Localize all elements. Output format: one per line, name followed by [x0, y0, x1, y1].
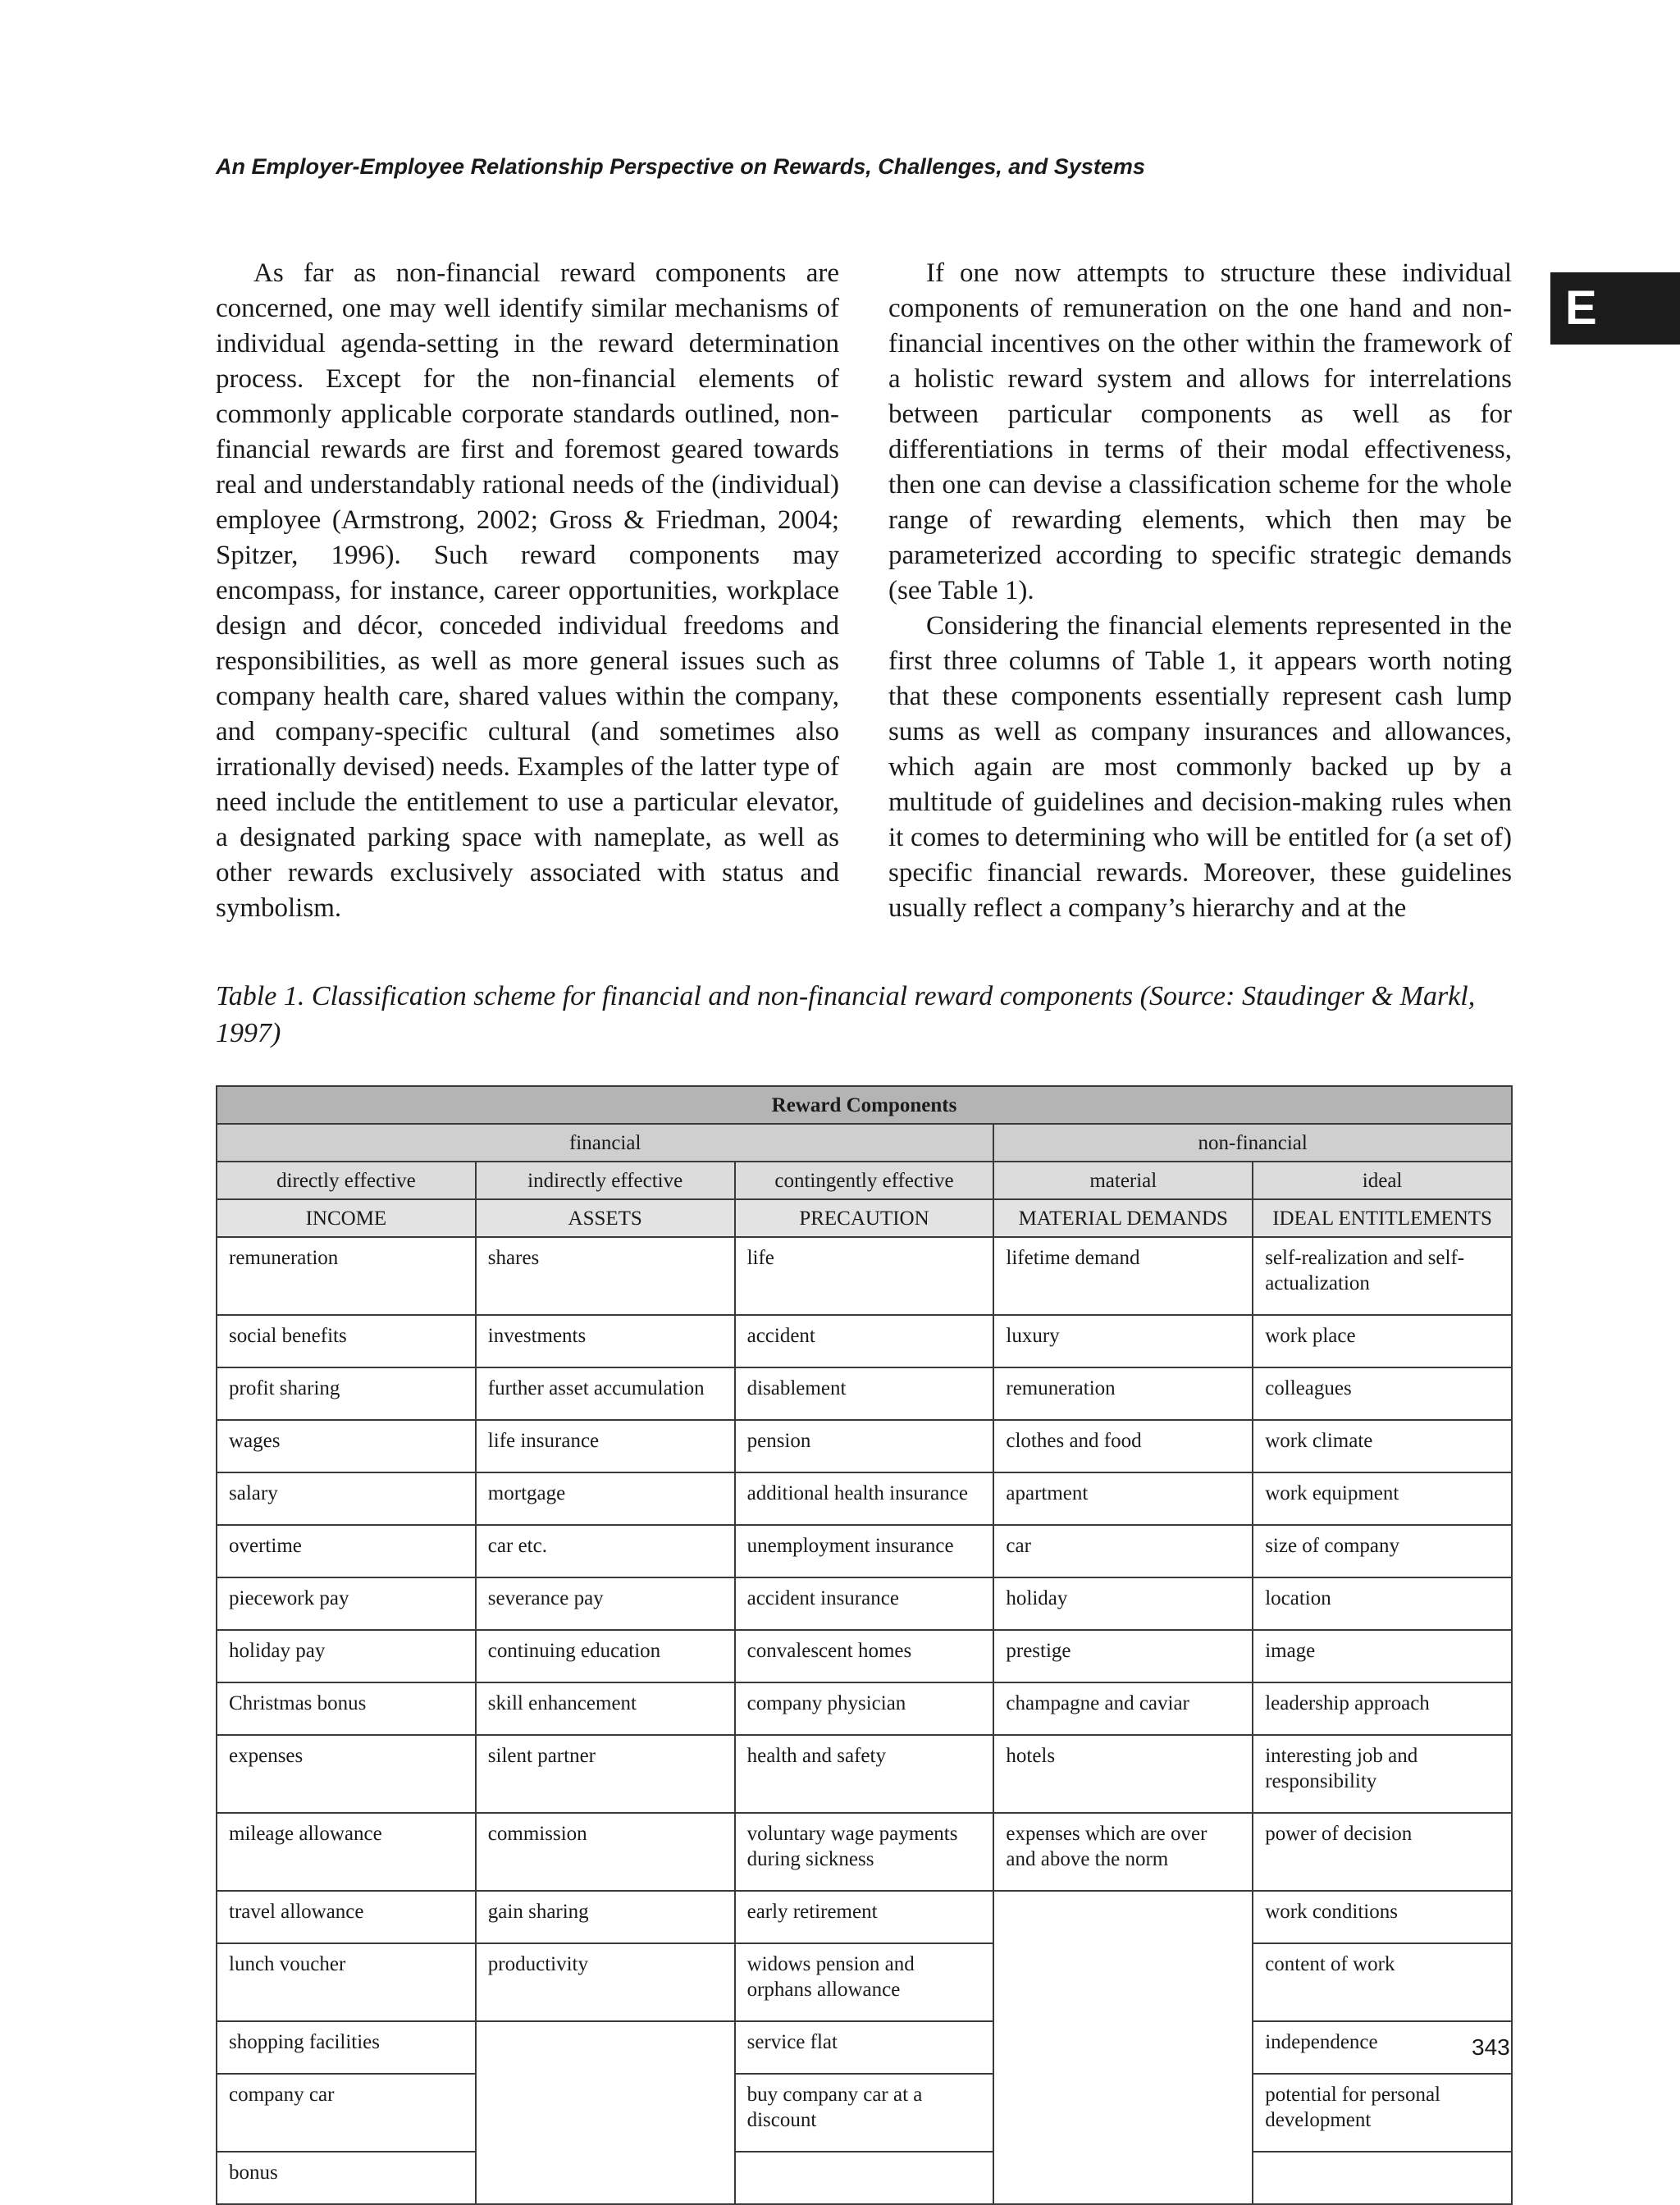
- subheader-cell: directly effective: [217, 1162, 476, 1199]
- table-cell: lunch voucher: [217, 1943, 476, 2021]
- group-header-non-financial: non-financial: [993, 1124, 1512, 1162]
- table-cell: health and safety: [735, 1735, 994, 1813]
- table-cell: further asset accumulation: [476, 1367, 735, 1420]
- table-cell: car etc.: [476, 1525, 735, 1577]
- table-row: [217, 1420, 1512, 1472]
- table-cell: wages: [217, 1420, 476, 1472]
- category-header-cell: ASSETS: [476, 1199, 735, 1237]
- section-tab-letter: E: [1550, 272, 1680, 345]
- table-cell: gain sharing: [476, 1891, 735, 1943]
- table-cell: social benefits: [217, 1315, 476, 1367]
- table-cell: accident: [735, 1315, 994, 1367]
- subheader-cell: material: [993, 1162, 1253, 1199]
- table-cell: disablement: [735, 1367, 994, 1420]
- category-header-cell: INCOME: [217, 1199, 476, 1237]
- category-header-cell: MATERIAL DEMANDS: [993, 1199, 1253, 1237]
- table-caption: Table 1. Classification scheme for financial and non-financial reward components (Source: Staudinger & Markl, 1997): [216, 981, 1476, 1048]
- table-row: [217, 1735, 1512, 1813]
- table-cell: work conditions: [1253, 1891, 1512, 1943]
- table-cell: skill enhancement: [476, 1682, 735, 1735]
- table-row: [217, 1367, 1512, 1420]
- table-cell: clothes and food: [993, 1420, 1253, 1472]
- table-cell: mortgage: [476, 1472, 735, 1525]
- table-cell: company car: [217, 2074, 476, 2152]
- table-cell: commission: [476, 1813, 735, 1891]
- left-column: [216, 256, 839, 926]
- table-cell: travel allowance: [217, 1891, 476, 1943]
- table-row: [217, 1237, 1512, 1315]
- table-cell: company physician: [735, 1682, 994, 1735]
- table-row: [217, 2021, 1512, 2074]
- table-cell: expenses which are over and above the norm: [993, 1813, 1253, 1891]
- table-cell: hotels: [993, 1735, 1253, 1813]
- table-cell: holiday pay: [217, 1630, 476, 1682]
- table-cell: productivity: [476, 1943, 735, 2021]
- reward-components-table: [216, 1085, 1513, 2205]
- subheader-cell: indirectly effective: [476, 1162, 735, 1199]
- table-cell: piecework pay: [217, 1577, 476, 1630]
- table-cell: buy company car at a discount: [735, 2074, 994, 2152]
- table-cell: work climate: [1253, 1420, 1512, 1472]
- subheader-cell: ideal: [1253, 1162, 1512, 1199]
- table-cell: remuneration: [993, 1367, 1253, 1420]
- table-cell: power of decision: [1253, 1813, 1512, 1891]
- left-paragraph-1: As far as non-financial reward components are concerned, one may well identify similar mechanisms of individual agenda-setting in the reward determination process. Except for the non-financial elements of commonly applicable corporate standards outlined, non-financial rewards are first and foremost geared towards real and understandably rational needs of the (individual) employee (Armstrong, 2002; Gross & Friedman, 2004; Spitzer, 1996). Such reward components may encompass, for instance, career opportunities, workplace design and décor, conceded individual freedoms and responsibilities, as well as more general issues such as company health care, shared values within the company, and company-specific cultural (and sometimes also irrationally devised) needs. Examples of the latter type of need include the entitlement to use a particular elevator, a designated parking space with nameplate, as well as other rewards exclusively associated with status and symbolism.: [216, 258, 839, 923]
- table-row: [217, 1630, 1512, 1682]
- table-cell: shopping facilities: [217, 2021, 476, 2074]
- table-cell: independence: [1253, 2021, 1512, 2074]
- table-cell: size of company: [1253, 1525, 1512, 1577]
- table-cell: car: [993, 1525, 1253, 1577]
- table-cell: Christmas bonus: [217, 1682, 476, 1735]
- table-cell: service flat: [735, 2021, 994, 2074]
- table-cell: leadership approach: [1253, 1682, 1512, 1735]
- table-cell: life: [735, 1237, 994, 1315]
- table-cell: voluntary wage payments during sickness: [735, 1813, 994, 1891]
- table-cell: overtime: [217, 1525, 476, 1577]
- table-cell: life insurance: [476, 1420, 735, 1472]
- table-cell: content of work: [1253, 1943, 1512, 2021]
- table-cell: colleagues: [1253, 1367, 1512, 1420]
- table-cell: work equipment: [1253, 1472, 1512, 1525]
- group-header-financial: financial: [217, 1124, 993, 1162]
- table-cell: expenses: [217, 1735, 476, 1813]
- table-row: [217, 1472, 1512, 1525]
- table-cell: location: [1253, 1577, 1512, 1630]
- table-row: [217, 1682, 1512, 1735]
- table-cell: work place: [1253, 1315, 1512, 1367]
- category-header-cell: IDEAL ENTITLEMENTS: [1253, 1199, 1512, 1237]
- right-paragraph-2: Considering the financial elements represented in the first three columns of Table 1, it appears worth noting that these components essentially represent cash lump sums as well as company insurances and allowances, which again are most commonly backed up by a multitude of guidelines and decision-making rules when it comes to determining who will be entitled for (a set of) specific financial rewards. Moreover, these guidelines usually reflect a company’s hierarchy and at the: [888, 611, 1512, 923]
- table-cell: [993, 1891, 1253, 2204]
- table-cell: widows pension and orphans allowance: [735, 1943, 994, 2021]
- table-row: [217, 2074, 1512, 2152]
- right-paragraph-1: If one now attempts to structure these individual components of remuneration on the one hand and non-financial incentives on the other within the framework of a holistic reward system and allows for interrelations between particular components as well as for differentiations in terms of their modal effectiveness, then one can devise a classification scheme for the whole range of rewarding elements, which then may be parameterized according to specific strategic demands (see Table 1).: [888, 258, 1512, 605]
- table-cell: unemployment insurance: [735, 1525, 994, 1577]
- table-cell: champagne and caviar: [993, 1682, 1253, 1735]
- page-number: 343: [1472, 2034, 1510, 2060]
- table-cell: holiday: [993, 1577, 1253, 1630]
- table-row: [217, 1577, 1512, 1630]
- table-cell: continuing education: [476, 1630, 735, 1682]
- table-row: [217, 1525, 1512, 1577]
- table-cell: severance pay: [476, 1577, 735, 1630]
- table-cell: additional health insurance: [735, 1472, 994, 1525]
- table-title: Reward Components: [217, 1086, 1512, 1124]
- table-cell: accident insurance: [735, 1577, 994, 1630]
- table-cell: silent partner: [476, 1735, 735, 1813]
- table-cell: luxury: [993, 1315, 1253, 1367]
- running-head: An Employer-Employee Relationship Perspective on Rewards, Challenges, and Systems: [216, 154, 1145, 179]
- table-cell: potential for personal development: [1253, 2074, 1512, 2152]
- table-row: [217, 1315, 1512, 1367]
- table-cell: convalescent homes: [735, 1630, 994, 1682]
- table-cell: self-realization and self-actualization: [1253, 1237, 1512, 1315]
- table-cell: [476, 2021, 735, 2204]
- table-cell: investments: [476, 1315, 735, 1367]
- subheader-cell: contingently effective: [735, 1162, 994, 1199]
- table-cell: interesting job and responsibility: [1253, 1735, 1512, 1813]
- table-cell: image: [1253, 1630, 1512, 1682]
- table-cell: profit sharing: [217, 1367, 476, 1420]
- table-cell: prestige: [993, 1630, 1253, 1682]
- right-column: [888, 256, 1512, 926]
- table-cell: lifetime demand: [993, 1237, 1253, 1315]
- table-cell: salary: [217, 1472, 476, 1525]
- table-cell: shares: [476, 1237, 735, 1315]
- table-row: [217, 1943, 1512, 2021]
- table-cell: apartment: [993, 1472, 1253, 1525]
- table-cell: mileage allowance: [217, 1813, 476, 1891]
- table-cell: remuneration: [217, 1237, 476, 1315]
- table-row: [217, 1891, 1512, 1943]
- table-cell: pension: [735, 1420, 994, 1472]
- table-row: [217, 1813, 1512, 1891]
- table-cell: bonus: [217, 2152, 476, 2204]
- category-header-cell: PRECAUTION: [735, 1199, 994, 1237]
- table-cell: early retirement: [735, 1891, 994, 1943]
